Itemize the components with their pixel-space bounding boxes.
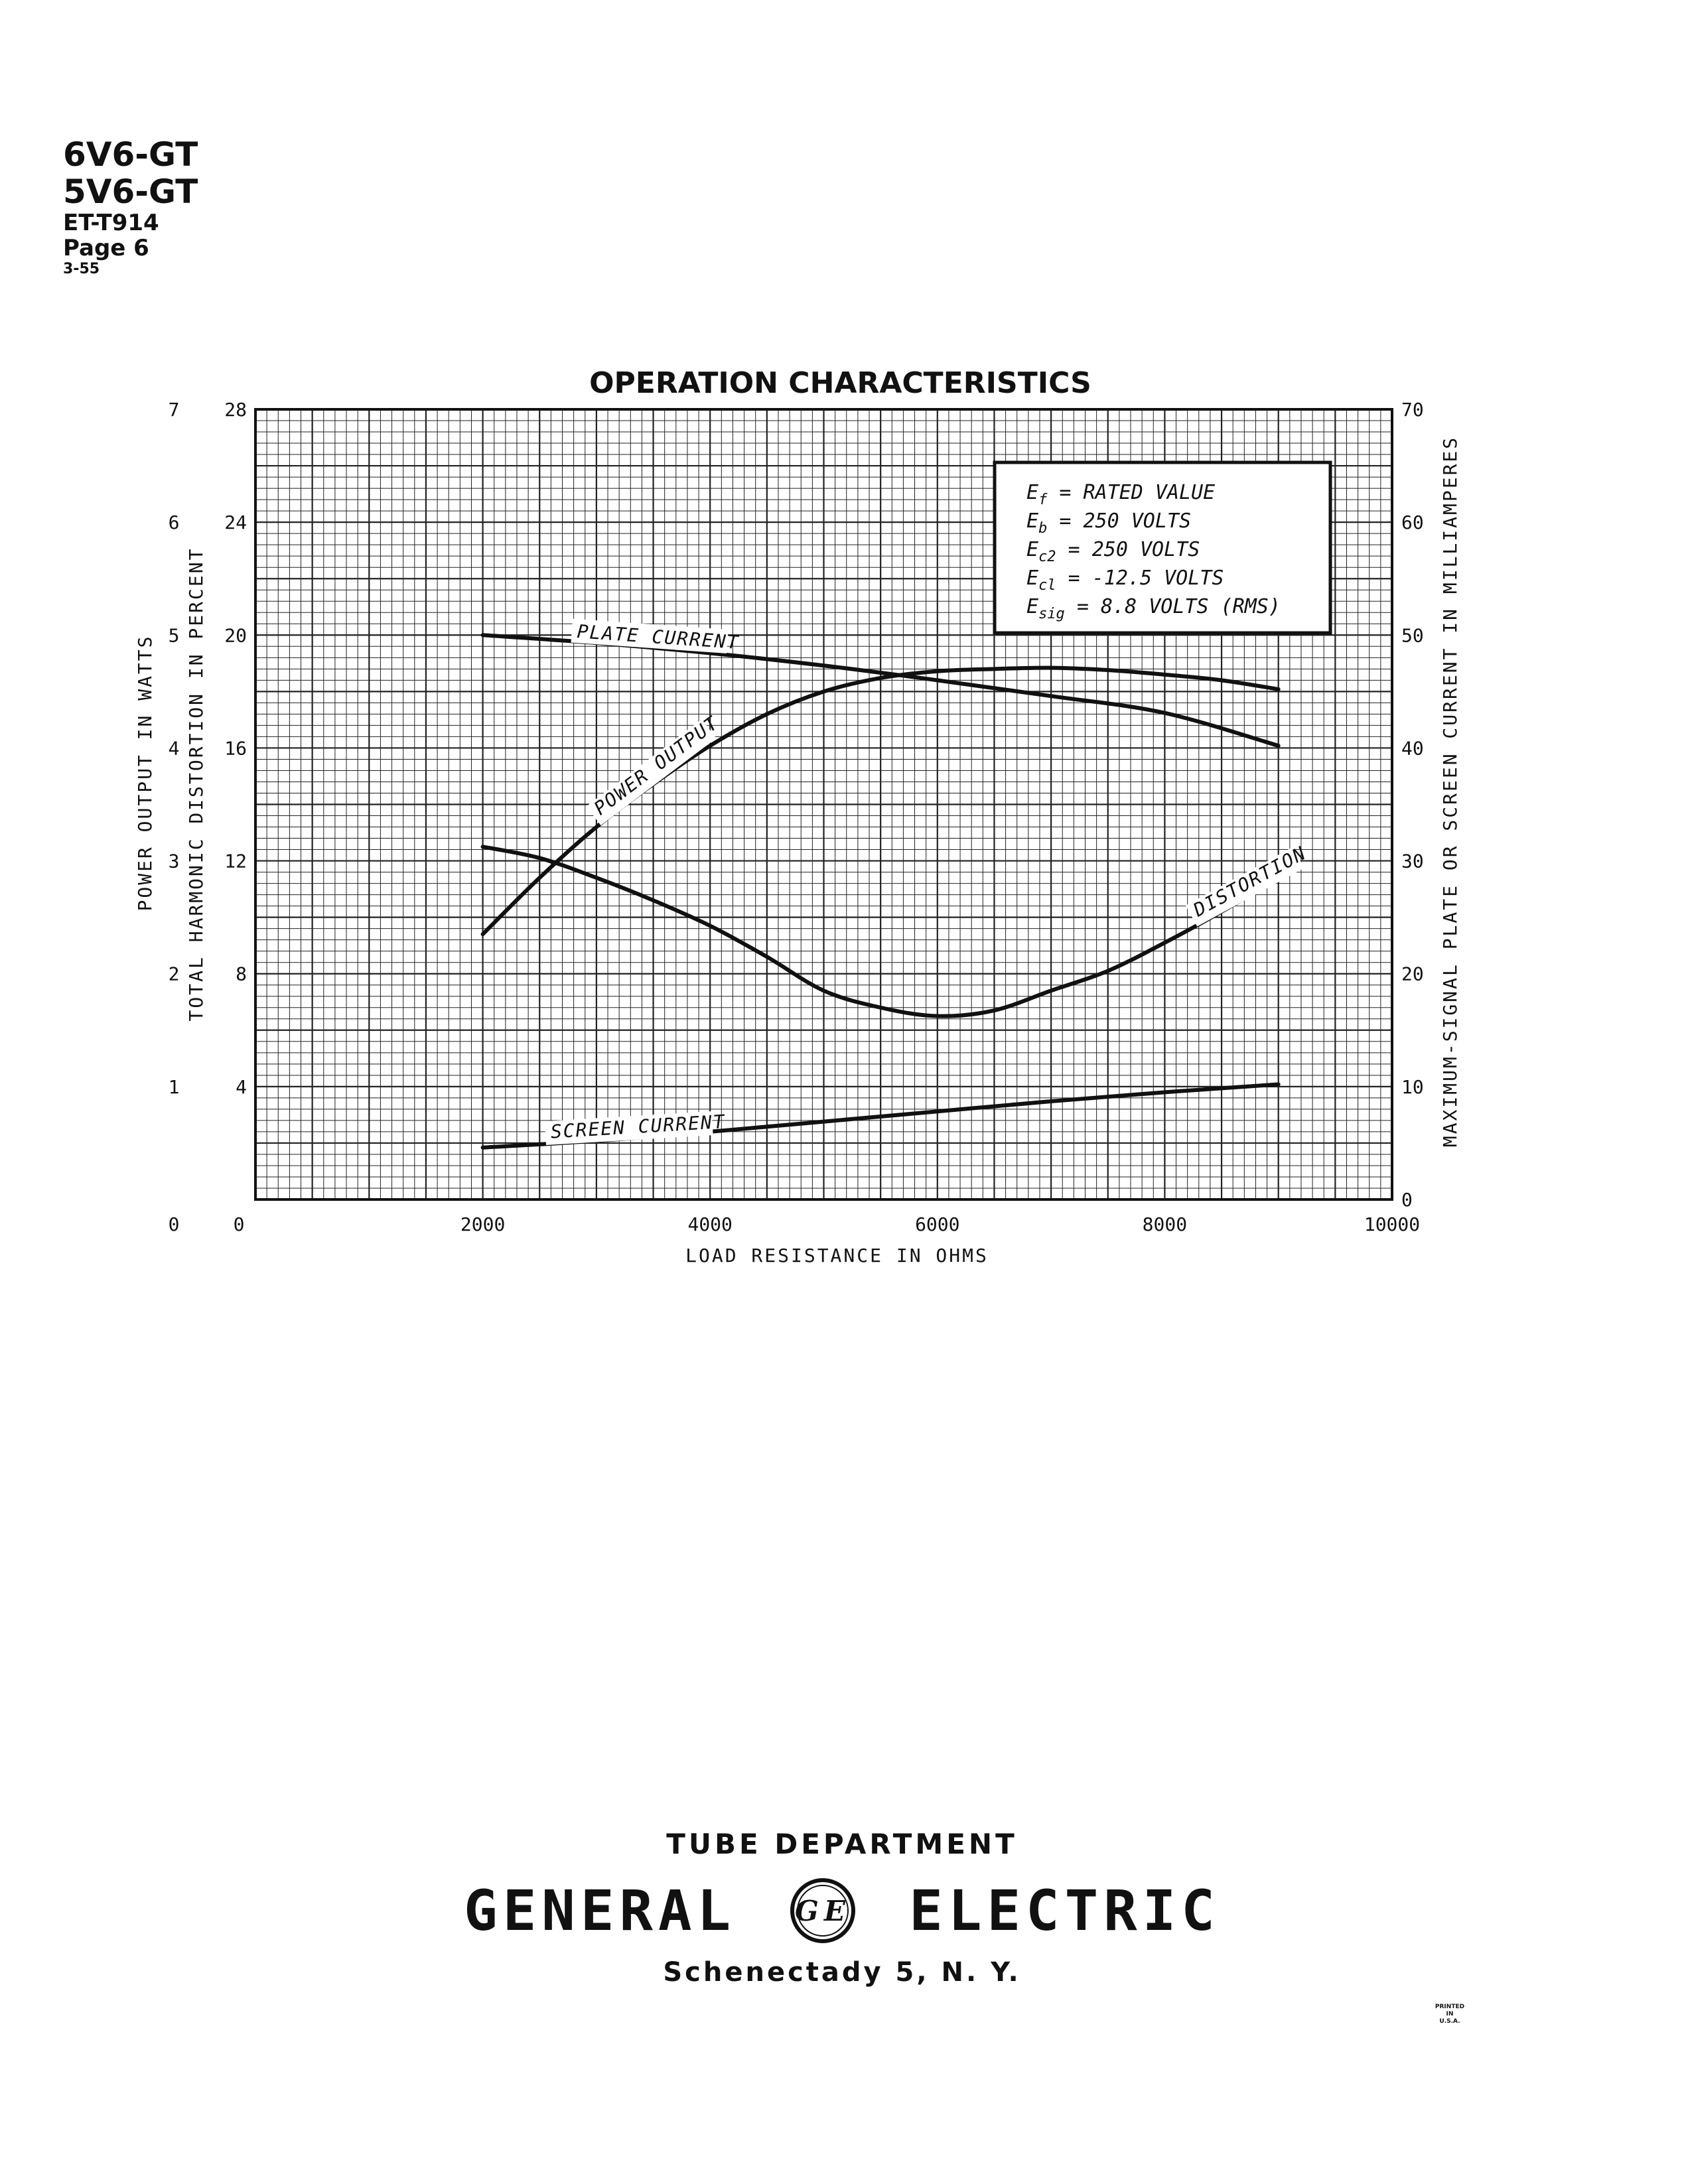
y-tick-label-left-outer: 4 — [168, 737, 180, 760]
y-tick-label-right: 70 — [1401, 399, 1424, 421]
y-tick-label-right: 50 — [1401, 624, 1424, 647]
department-label: TUBE DEPARTMENT — [666, 1828, 1018, 1860]
y-tick-label-left-inner: 8 — [236, 963, 247, 985]
logo-monogram: GE — [794, 1895, 851, 1928]
y-tick-label-left-inner: 4 — [236, 1075, 247, 1098]
y-tick-label-right: 40 — [1401, 737, 1424, 760]
x-axis-label: LOAD RESISTANCE IN OHMS — [685, 1245, 989, 1266]
page-number: Page 6 — [63, 235, 149, 261]
y-tick-label-left-inner: 28 — [224, 399, 247, 421]
condition-line — [1026, 510, 1191, 537]
printed-line-2: IN — [1446, 2011, 1454, 2017]
y-tick-label-left-inner: 12 — [224, 850, 247, 872]
model-2: 5V6-GT — [63, 172, 198, 211]
y-axis-label-right: MAXIMUM-SIGNAL PLATE OR SCREEN CURRENT IN MILLIAMPERES — [1439, 435, 1461, 1148]
brand-right: ELECTRIC — [909, 1878, 1220, 1944]
condition-subscript: sig — [1038, 606, 1065, 622]
condition-symbol: E — [1026, 595, 1039, 618]
series-label-group-screen-current — [545, 1111, 727, 1145]
x-tick-label: 0 — [233, 1213, 245, 1235]
series-label-group-power-output — [586, 711, 725, 825]
condition-value: = -12.5 VOLTS — [1056, 567, 1224, 590]
city-label: Schenectady 5, N. Y. — [663, 1957, 1021, 1988]
y-tick-label-left-outer: 1 — [168, 1075, 180, 1098]
ge-logo — [790, 1877, 856, 1944]
y-axis-label-left-inner: TOTAL HARMONIC DISTORTION IN PERCENT — [185, 547, 207, 1022]
x-tick-label: 10000 — [1364, 1213, 1421, 1235]
y-tick-label-left-outer: 2 — [168, 963, 180, 985]
y-tick-label-left-inner: 20 — [224, 624, 247, 647]
y-tick-label-right: 60 — [1401, 512, 1424, 534]
condition-value: = 250 VOLTS — [1047, 510, 1192, 533]
series-label-group-distortion — [1185, 842, 1312, 927]
series-label-distortion: DISTORTION — [1190, 841, 1310, 921]
chart-title: OPERATION CHARACTERISTICS — [589, 366, 1091, 400]
condition-subscript: cl — [1038, 577, 1056, 594]
printed-mark — [1427, 2004, 1473, 2025]
doc-date: 3-55 — [63, 261, 100, 277]
x-tick-label: 4000 — [687, 1213, 733, 1235]
model-1: 6V6-GT — [63, 135, 198, 174]
y-tick-label-left-outer: 7 — [168, 399, 180, 421]
condition-line — [1026, 567, 1224, 594]
condition-subscript: b — [1038, 520, 1048, 537]
y-tick-label-left-inner: 24 — [224, 512, 247, 534]
y-tick-label-left-outer: 0 — [168, 1213, 180, 1235]
condition-line — [1026, 595, 1281, 622]
condition-subscript: c2 — [1038, 549, 1056, 565]
brand-line — [0, 1874, 1684, 1944]
condition-value: = 250 VOLTS — [1056, 538, 1200, 561]
series-label-screen-current: SCREEN CURRENT — [549, 1110, 727, 1143]
y-tick-label-left-outer: 3 — [168, 850, 180, 872]
x-tick-label: 2000 — [460, 1213, 506, 1235]
x-tick-label: 8000 — [1142, 1213, 1188, 1235]
condition-symbol: E — [1026, 538, 1039, 561]
y-tick-label-left-outer: 6 — [168, 512, 180, 534]
printed-line-1: PRINTED — [1435, 2004, 1465, 2010]
y-axis-label-left-outer: POWER OUTPUT IN WATTS — [134, 634, 156, 912]
condition-symbol: E — [1026, 481, 1039, 504]
condition-symbol: E — [1026, 510, 1039, 533]
y-tick-label-right: 30 — [1401, 850, 1424, 872]
condition-value: = RATED VALUE — [1047, 481, 1216, 504]
condition-value: = 8.8 VOLTS (RMS) — [1064, 595, 1281, 618]
series-label-plate-current: PLATE CURRENT — [576, 620, 740, 654]
doc-id: ET-T914 — [63, 210, 159, 236]
printed-line-3: U.S.A. — [1439, 2018, 1460, 2025]
condition-subscript: f — [1038, 492, 1048, 508]
y-tick-label-right: 10 — [1401, 1075, 1424, 1098]
series-label-power-output: POWER OUTPUT — [589, 711, 723, 820]
x-tick-label: 6000 — [915, 1213, 960, 1235]
y-tick-label-left-inner: 16 — [224, 737, 247, 760]
brand-left: GENERAL — [464, 1878, 737, 1944]
y-tick-label-right: 20 — [1401, 963, 1424, 985]
y-tick-label-right: 0 — [1401, 1189, 1413, 1211]
condition-symbol: E — [1026, 567, 1039, 590]
condition-line — [1026, 481, 1215, 508]
y-tick-label-left-outer: 5 — [168, 624, 180, 647]
